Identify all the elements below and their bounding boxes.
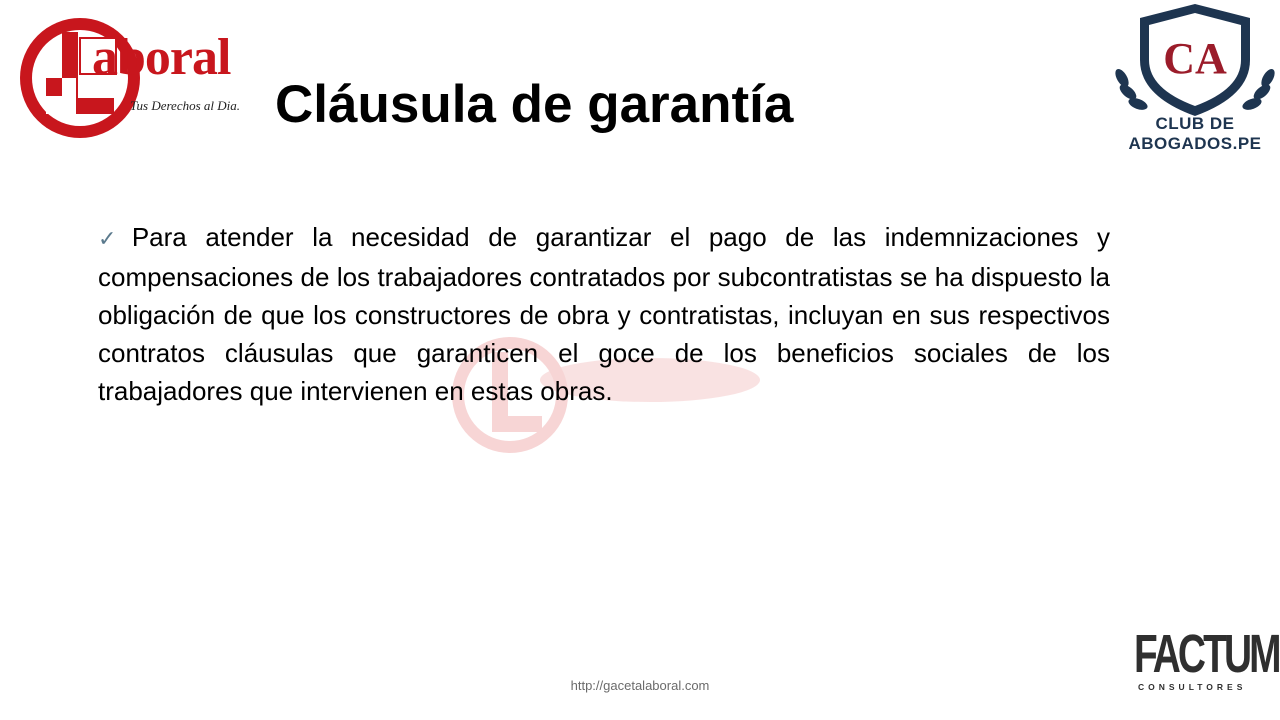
factum-logo-subtext: CONSULTORES	[1138, 682, 1247, 692]
bullet-text: Para atender la necesidad de garantizar el pago de las indemnizaciones y compensaciones de los trabajadores contratados por subcontratistas se ha dispuesto la obligación de que los constructores de obra y contratistas, incluyan en sus respectivos contratos cláusulas que garanticen el goce de los beneficios sociales de los trabajadores que intervienen en estas obras.	[98, 222, 1110, 406]
bullet-paragraph	[98, 218, 1110, 410]
factum-logo	[1134, 624, 1279, 694]
laboral-logo-tagline: Tus Derechos al Dia.	[130, 98, 241, 113]
ca-line2: ABOGADOS.PE	[1128, 134, 1262, 153]
factum-logo-text: FACTUM	[1134, 624, 1279, 684]
slide-title: Cláusula de garantía	[275, 75, 794, 134]
club-de-abogados-logo	[1110, 0, 1280, 160]
ca-initials: CA	[1163, 34, 1227, 83]
laboral-logo-text: aboral	[92, 29, 231, 86]
laboral-logo	[18, 10, 248, 145]
club-de-abogados-text	[1110, 114, 1280, 154]
checkmark-icon: ✓	[98, 226, 128, 251]
ca-line1: CLUB DE	[1155, 114, 1235, 133]
footer-url[interactable]: http://gacetalaboral.com	[570, 678, 710, 693]
